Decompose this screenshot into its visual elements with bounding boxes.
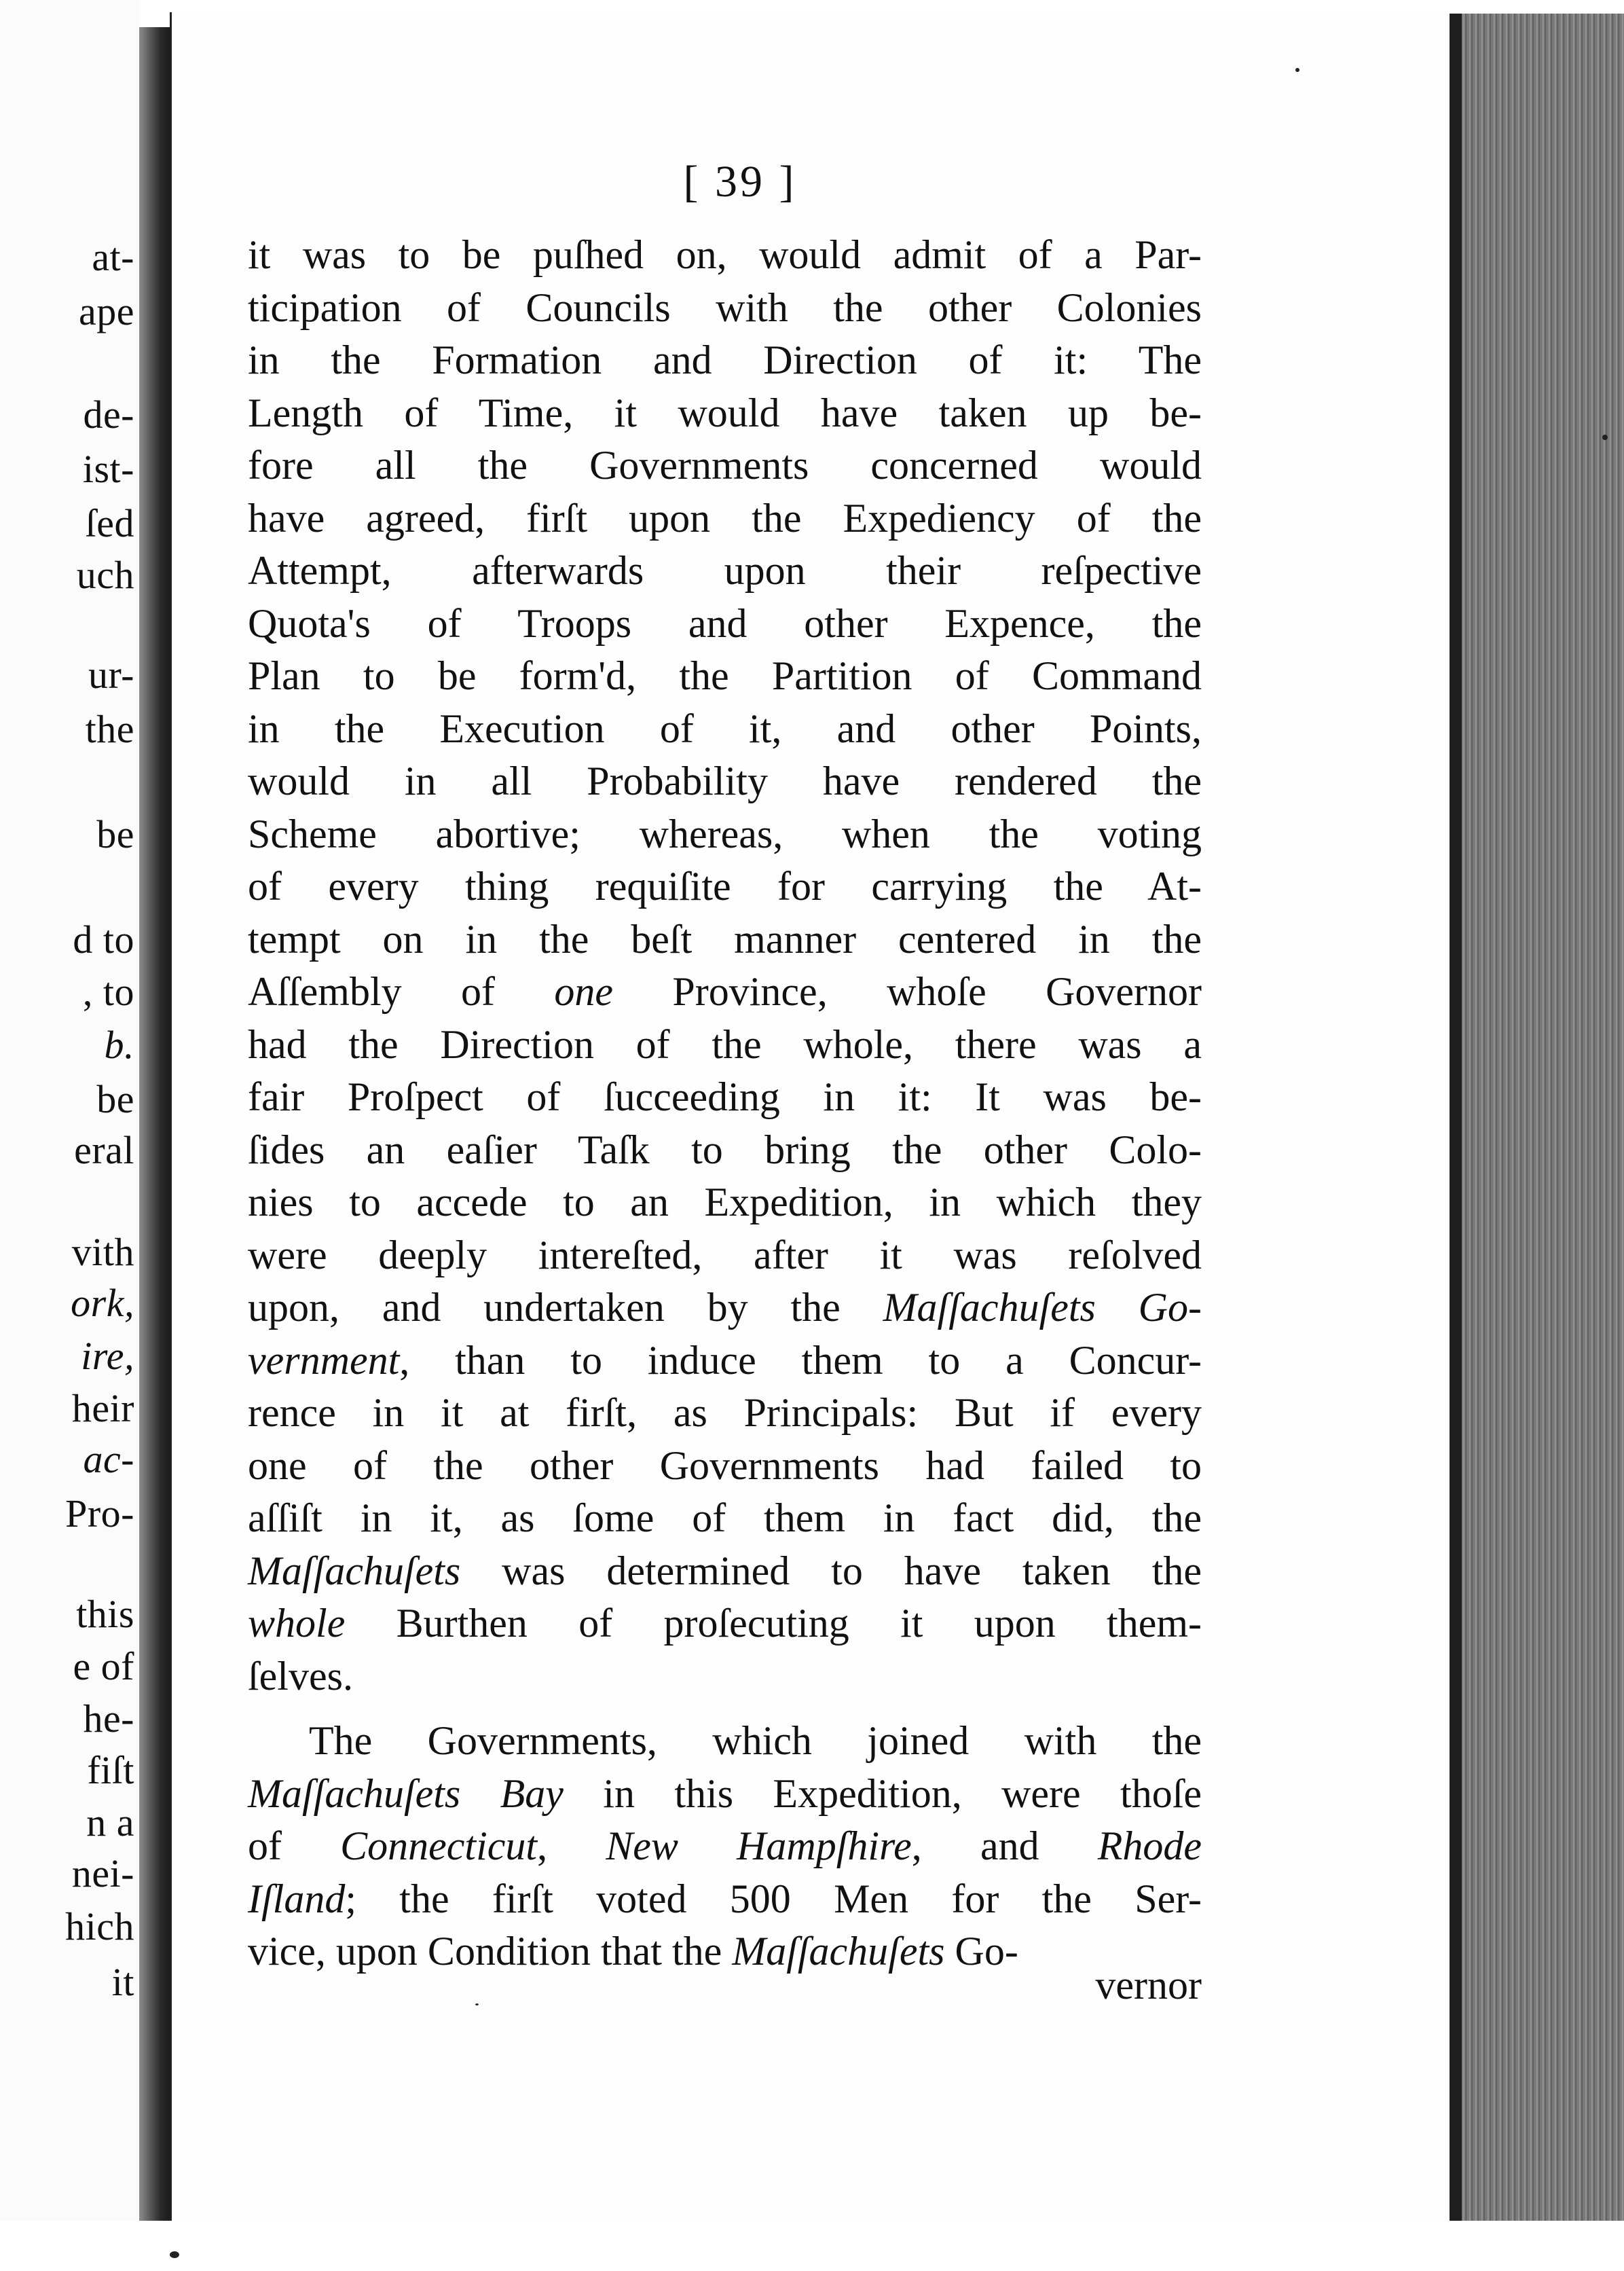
text-segment: aſſiſt in it, as ſome of them in fact did, the [248, 1495, 1202, 1540]
text-segment: it was to be puſhed on, would admit of a Par- [248, 232, 1202, 277]
text-segment: would in all Probability have rendered the [248, 759, 1202, 803]
text-line [248, 340, 1202, 380]
text-line [248, 971, 1202, 1012]
left-page-fragment: de- [83, 393, 134, 437]
text-line [248, 287, 1202, 328]
text-line [248, 761, 1202, 801]
italic-text-segment: Iſland [248, 1876, 346, 1921]
left-page-fragment: he- [83, 1696, 134, 1741]
text-segment: Go- [944, 1929, 1018, 1974]
text-line [248, 234, 1202, 275]
italic-text-segment: Maſſachuſets [732, 1929, 945, 1974]
italic-text-segment: vernment [248, 1338, 400, 1383]
text-segment: was determined to have taken the [460, 1548, 1202, 1593]
italic-text-segment: one [554, 969, 614, 1014]
left-page-fragment: heir [71, 1386, 134, 1430]
left-page-fragment: ist- [82, 447, 134, 491]
text-segment: vice, upon Condition that the [248, 1929, 733, 1974]
text-line [248, 390, 1202, 435]
text-segment: ticipation of Councils with the other Colonies [248, 285, 1202, 330]
text-segment: , than to induce them to a Concur- [399, 1338, 1202, 1383]
text-segment: rence in it at firſt, as Principals: But if every [248, 1390, 1202, 1435]
left-page-fragment: uch [76, 553, 134, 597]
text-line [248, 1024, 1202, 1065]
left-page-fragment: fiſt [87, 1748, 134, 1792]
text-line [248, 1129, 1202, 1170]
italic-text-segment: whole [248, 1601, 346, 1646]
text-line [248, 1076, 1202, 1117]
text-line [248, 655, 1202, 696]
left-page-fragment: d to [73, 918, 134, 962]
ink-speck [1295, 68, 1299, 72]
text-segment: , and [911, 1823, 1098, 1868]
text-segment: The Governments, which joined with the [309, 1718, 1202, 1763]
text-segment: were deeply intereſted, after it was reſolved [248, 1233, 1202, 1277]
left-page-fragment: eral [74, 1128, 134, 1172]
text-line [248, 708, 1202, 749]
scan-bottom-margin [0, 2221, 1624, 2271]
italic-text-segment: New Hampſhire [606, 1823, 912, 1868]
left-page-fragment: ork, [71, 1281, 134, 1325]
page-number: [ 39 ] [683, 157, 797, 206]
text-segment: Aſſembly of [248, 969, 555, 1014]
left-page-fragment: Pro- [65, 1491, 134, 1536]
left-page-fragment: ac- [83, 1437, 134, 1481]
page-edge-shadow [1450, 14, 1462, 2255]
text-line [248, 1287, 1202, 1328]
text-segment: Attempt, afterwards upon their reſpective [248, 548, 1202, 593]
catchword: vernor [1095, 1963, 1202, 2007]
left-page-fragment: ur- [88, 653, 134, 697]
text-line [248, 445, 1202, 486]
italic-text-segment: Rhode [1097, 1823, 1202, 1868]
text-segment: fore all the Governments concerned would [248, 443, 1202, 488]
text-line [248, 1392, 1202, 1433]
left-page-fragment: b. [104, 1023, 134, 1067]
left-page-fragment: ire, [81, 1334, 134, 1378]
text-line [309, 1720, 1202, 1761]
text-line [248, 1773, 1202, 1814]
text-segment: Plan to be form'd, the Partition of Command [248, 653, 1202, 698]
left-page-fragment: n a [86, 1800, 134, 1845]
text-segment: Scheme abortive; whereas, when the voting [248, 812, 1202, 856]
text-line [248, 1825, 1202, 1866]
text-line [248, 919, 1202, 960]
left-page-fragment: at- [92, 235, 134, 279]
text-line [248, 866, 1202, 907]
page-fore-edge [1450, 14, 1624, 2255]
text-segment: in the Formation and Direction of it: The [248, 338, 1202, 382]
left-page-fragment: hich [65, 1904, 134, 1948]
text-line [248, 1340, 1202, 1381]
italic-text-segment: Maſſachuſets [248, 1548, 461, 1593]
text-line [248, 550, 1202, 591]
italic-text-segment: Maſſachuſets Go- [883, 1285, 1202, 1330]
text-line [248, 1182, 1202, 1222]
italic-text-segment: Maſſachuſets Bay [248, 1771, 564, 1816]
text-line [248, 814, 1202, 854]
text-segment: , [537, 1823, 606, 1868]
text-segment: Length of Time, it would have taken up be- [248, 390, 1202, 435]
left-page-fragment: ſed [85, 501, 134, 545]
text-line [248, 1445, 1202, 1486]
text-segment: Province, whoſe Governor [613, 969, 1202, 1014]
left-page-fragment: ape [79, 289, 134, 333]
text-line [248, 498, 1202, 539]
italic-text-segment: Connecticut [340, 1823, 538, 1868]
text-segment: of [248, 1823, 341, 1868]
ink-speck [475, 2003, 479, 2005]
left-page-fragment: vith [71, 1230, 134, 1274]
text-segment: of every thing requiſite for carrying the At- [248, 864, 1202, 909]
left-page-fragment: , to [82, 970, 134, 1014]
ink-speck [1602, 435, 1608, 440]
text-segment: Quota's of Troops and other Expence, the [248, 601, 1202, 646]
text-line [248, 1656, 1202, 1696]
text-segment: upon, and undertaken by the [248, 1285, 883, 1330]
text-line [248, 1878, 1202, 1919]
text-segment: ; the firſt voted 500 Men for the Ser- [345, 1876, 1202, 1921]
text-segment: had the Direction of the whole, there was a [248, 1022, 1202, 1067]
left-page-fragment: nei- [71, 1851, 134, 1895]
ink-speck [170, 2251, 179, 2258]
left-page-fragment: it [111, 1960, 134, 2004]
left-page-fragment: be [96, 812, 134, 856]
text-line [248, 603, 1202, 644]
text-line [248, 1601, 1202, 1646]
text-line [248, 1497, 1202, 1538]
text-segment: ſelves. [248, 1654, 353, 1698]
text-segment: tempt on in the beſt manner centered in the [248, 917, 1202, 962]
text-segment: in the Execution of it, and other Points, [248, 706, 1202, 751]
left-page-fragment: e of [73, 1644, 134, 1688]
text-segment: ſides an eaſier Taſk to bring the other Colo- [248, 1127, 1202, 1172]
text-segment: Burthen of proſecuting it upon them- [345, 1601, 1202, 1646]
text-line [248, 1235, 1202, 1275]
text-segment: in this Expedition, were thoſe [563, 1771, 1202, 1816]
text-line [248, 1550, 1202, 1591]
text-segment: nies to accede to an Expedition, in which they [248, 1180, 1202, 1224]
text-segment: fair Proſpect of ſucceeding in it: It was be- [248, 1074, 1202, 1119]
text-segment: have agreed, firſt upon the Expediency of the [248, 496, 1202, 541]
left-page-fragment: this [76, 1592, 134, 1636]
text-segment: one of the other Governments had failed to [248, 1443, 1202, 1488]
left-page-fragment: the [85, 707, 134, 751]
left-page-fragment: be [96, 1077, 134, 1121]
